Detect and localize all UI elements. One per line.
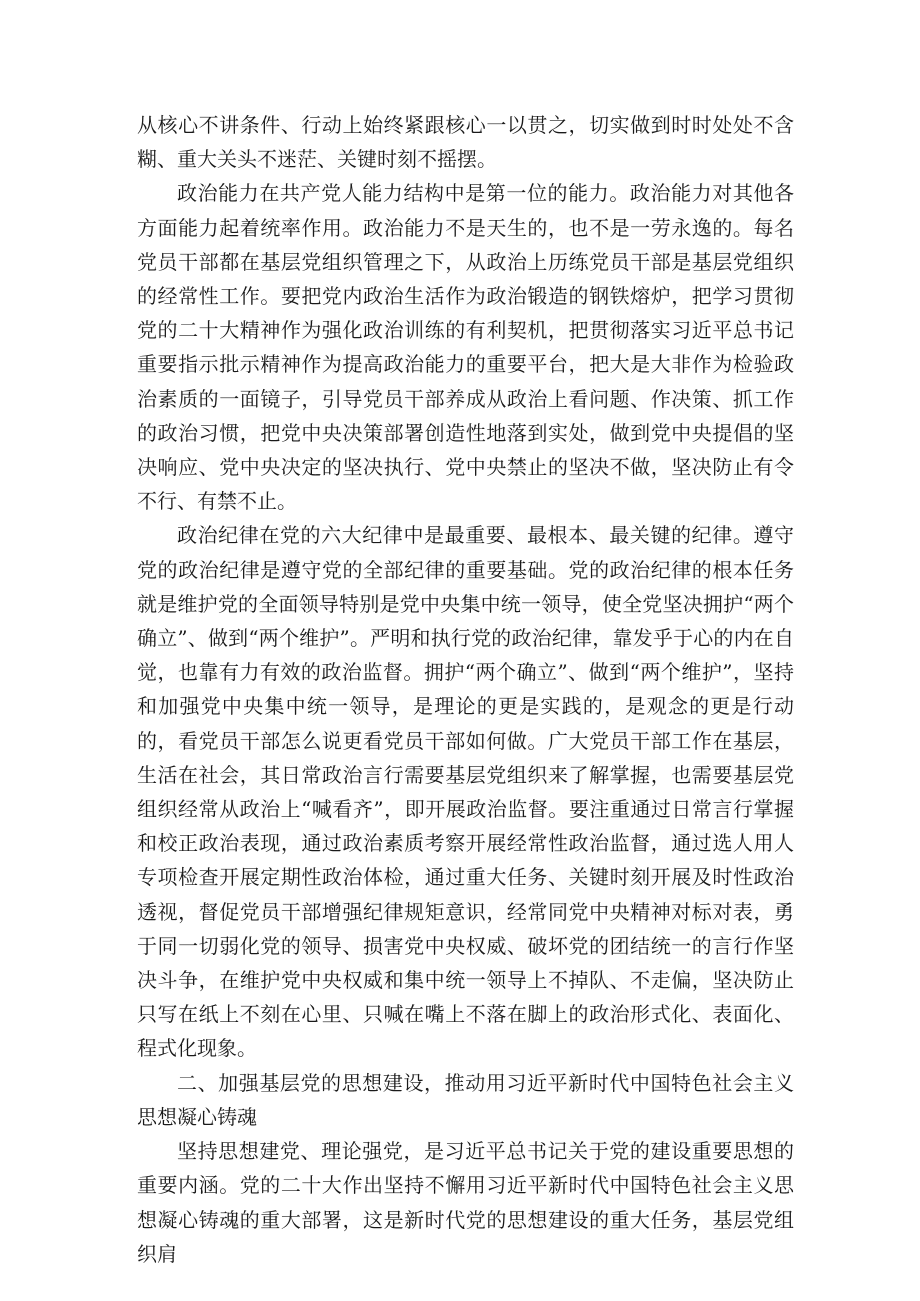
paragraph-ideological-building: 坚持思想建党、理论强党，是习近平总书记关于党的建设重要思想的重要内涵。党的二十大作出坚持不懈用习近平新时代中国特色社会主义思想凝心铸魂的重大部署，这是新时代党的思想建设的重大任务，基层党组织肩 [137,1139,794,1266]
paragraph-continuation: 从核心不讲条件、行动上始终紧跟核心一以贯之，切实做到时时处处不含糊、重大关头不迷茫、关键时刻不摇摆。 [137,113,794,172]
paragraph-political-discipline: 政治纪律在党的六大纪律中是最重要、最根本、最关键的纪律。遵守党的政治纪律是遵守党的全部纪律的重要基础。党的政治纪律的根本任务就是维护党的全面领导特别是党中央集中统一领导，使全党坚决拥护“两个确立”、做到“两个维护”。严明和执行党的政治纪律，靠发乎于心的内在自觉，也靠有力有效的政治监督。拥护“两个确立”、做到“两个维护”，坚持和加强党中央集中统一领导，是理论的更是实践的，是观念的更是行动的，看党员干部怎么说更看党员干部如何做。广大党员干部工作在基层，生活在社会，其日常政治言行需要基层党组织来了解掌握，也需要基层党组织经常从政治上“喊看齐”，即开展政治监督。要注重通过日常言行掌握和校正政治表现，通过政治素质考察开展经常性政治监督，通过选人用人专项检查开展定期性政治体检，通过重大任务、关键时刻开展及时性政治透视，督促党员干部增强纪律规矩意识，经常同党中央精神对标对表，勇于同一切弱化党的领导、损害党中央权威、破坏党的团结统一的言行作坚决斗争，在维护党中央权威和集中统一领导上不掉队、不走偏，坚决防止只写在纸上不刻在心里、只喊在嘴上不落在脚上的政治形式化、表面化、程式化现象。 [137,523,794,1061]
section-heading: 二、加强基层党的思想建设，推动用习近平新时代中国特色社会主义思想凝心铸魂 [137,1070,794,1129]
paragraph-political-ability: 政治能力在共产党人能力结构中是第一位的能力。政治能力对其他各方面能力起着统率作用。政治能力不是天生的，也不是一劳永逸的。每名党员干部都在基层党组织管理之下，从政治上历练党员干部是基层党组织的经常性工作。要把党内政治生活作为政治锻造的钢铁熔炉，把学习贯彻党的二十大精神作为强化政治训练的有利契机，把贯彻落实习近平总书记重要指示批示精神作为提高政治能力的重要平台，把大是大非作为检验政治素质的一面镜子，引导党员干部养成从政治上看问题、作决策、抓工作的政治习惯，把党中央决策部署创造性地落到实处，做到党中央提倡的坚决响应、党中央决定的坚决执行、党中央禁止的坚决不做，坚决防止有令不行、有禁不止。 [137,181,794,514]
document-body [137,108,794,1271]
